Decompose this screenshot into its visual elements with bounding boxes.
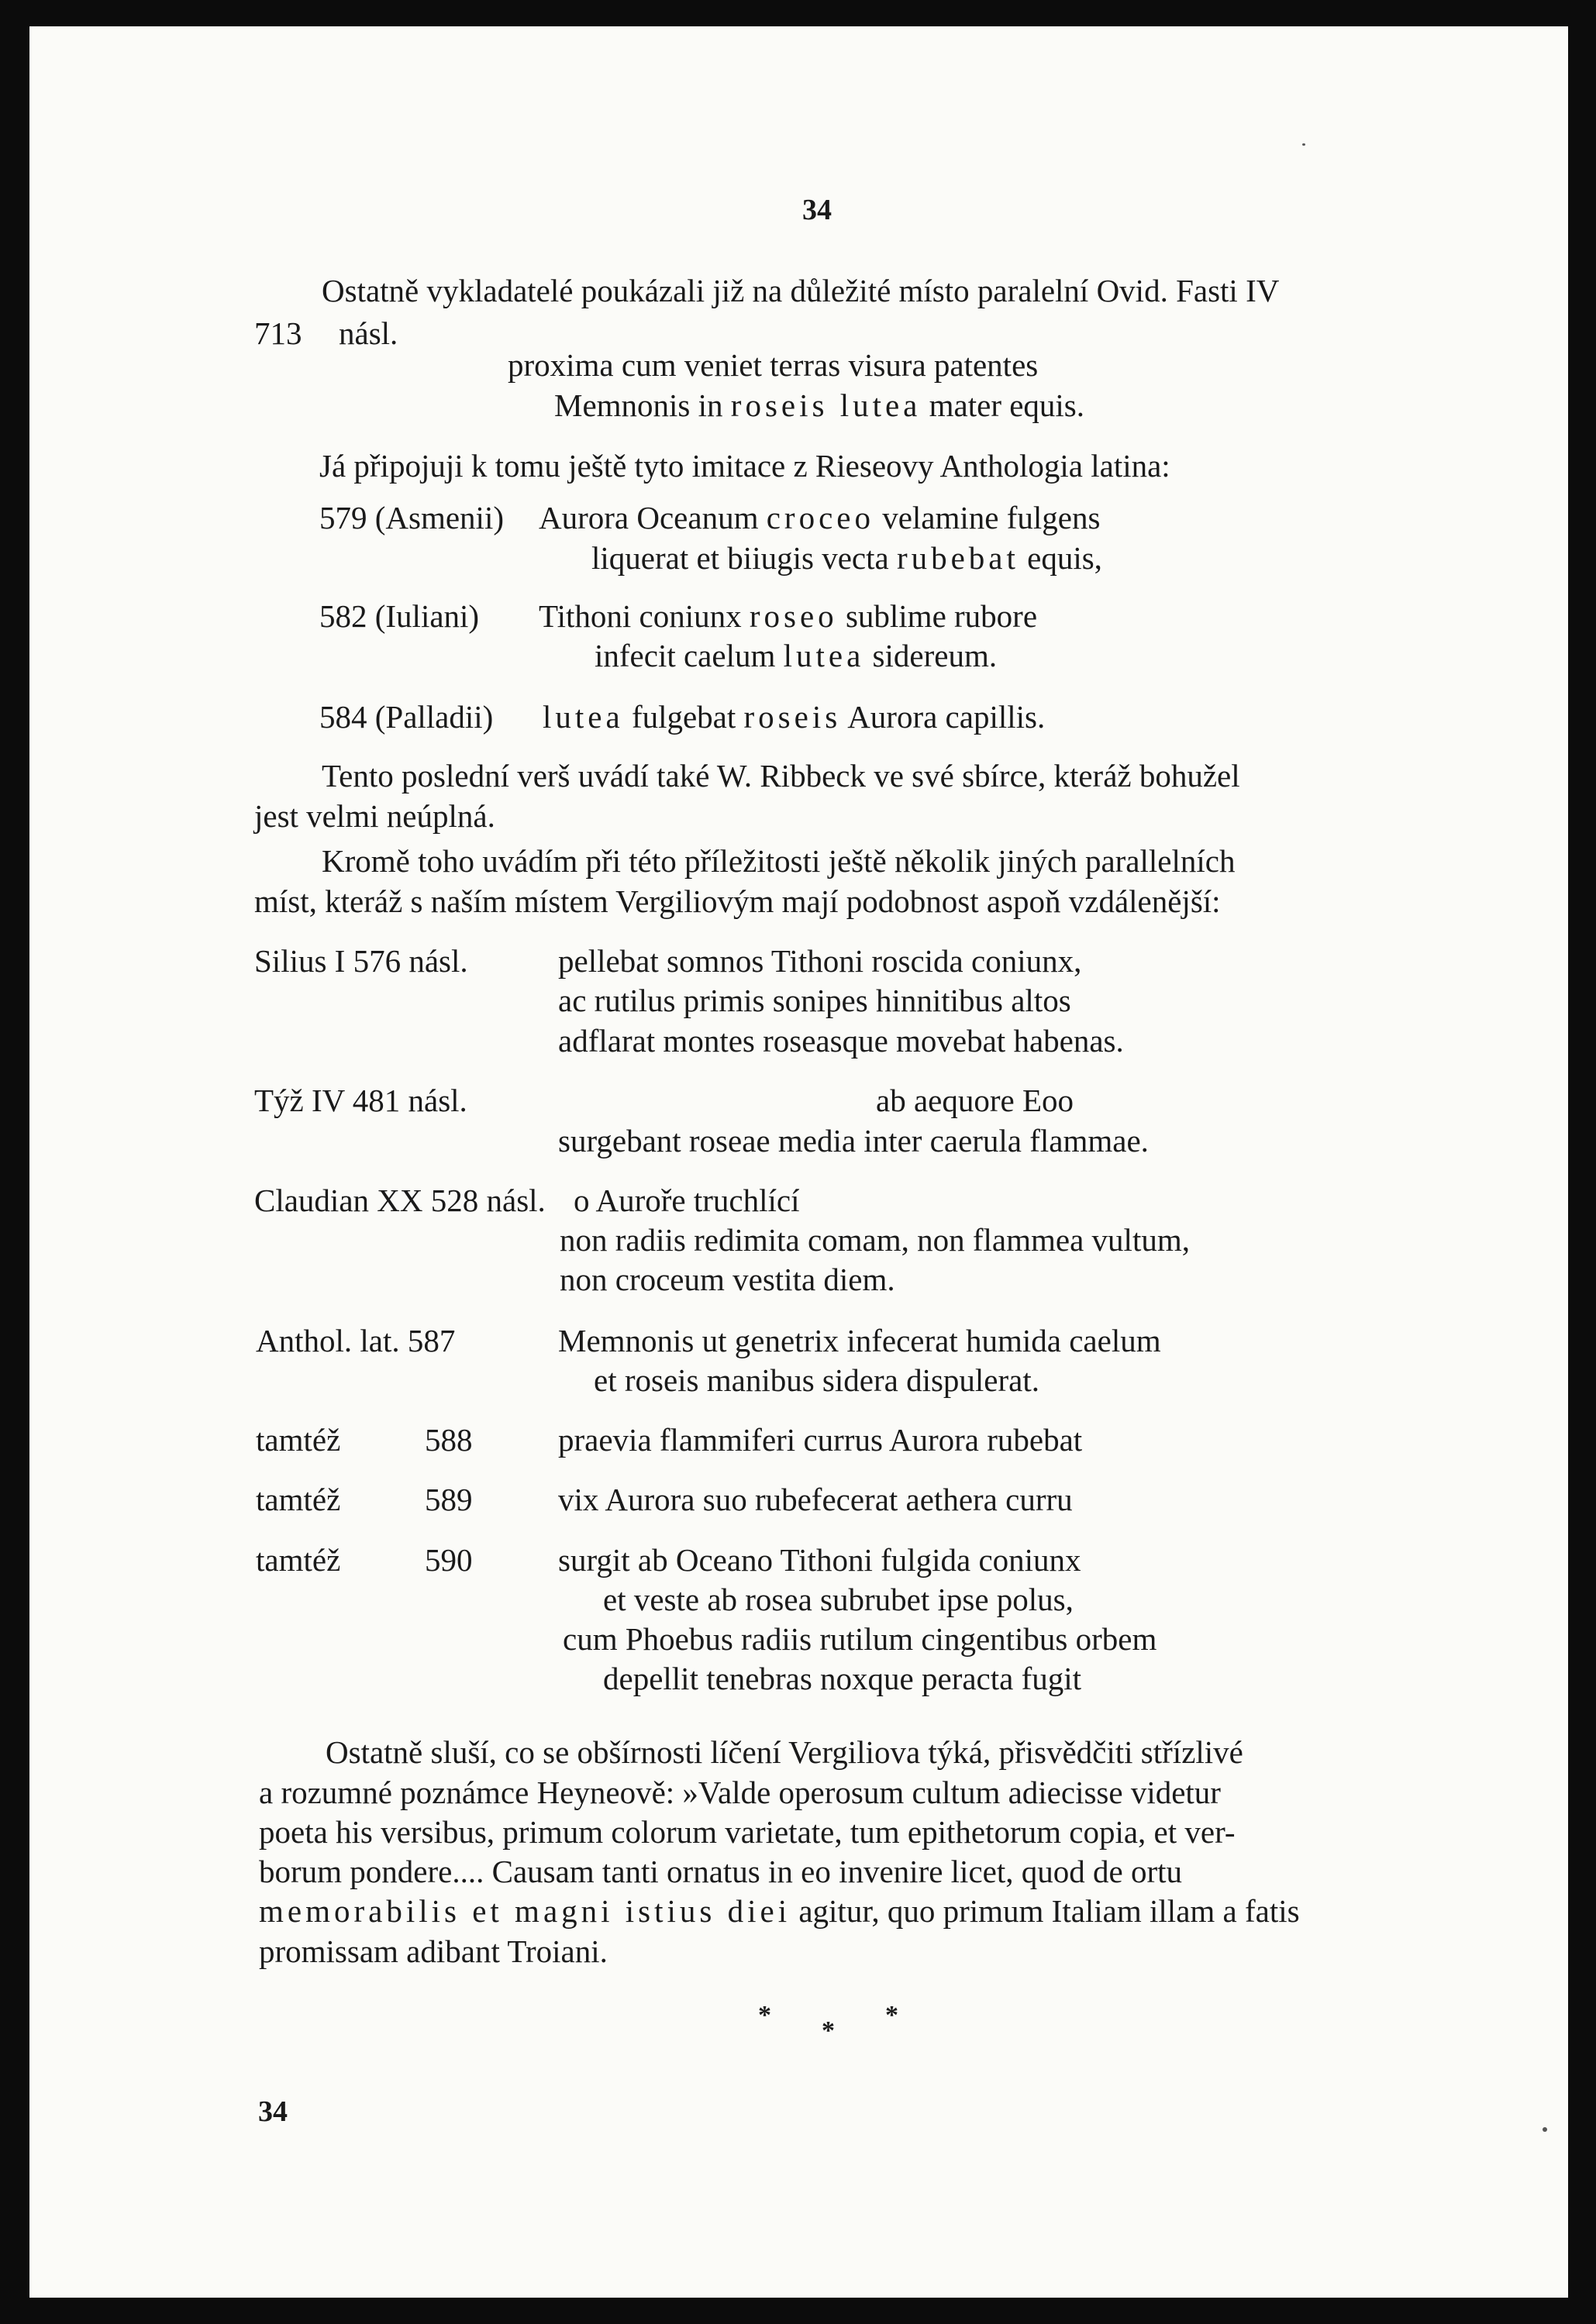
scan-speck: [1543, 2127, 1547, 2132]
t589-ref-label: tamtéž: [256, 1482, 341, 1517]
t589-ref-number: 589: [425, 1482, 473, 1517]
claudian-note: o Auroře truchlící: [574, 1183, 800, 1218]
page-number-top: 34: [802, 194, 832, 226]
t590-line-2: et veste ab rosea subrubet ipse polus,: [603, 1582, 1074, 1617]
conclusion-line-5: memorabilis et magni istius diei agitur, quo primum Italiam illam a fatis: [259, 1893, 1300, 1929]
tyz-line-1: ab aequore Eoo: [876, 1083, 1074, 1118]
claudian-line-1: non radiis redimita comam, non flammea vultum,: [560, 1222, 1190, 1258]
t590-ref-label: tamtéž: [256, 1542, 341, 1578]
t590-line-3: cum Phoebus radiis rutilum cingentibus orbem: [563, 1621, 1157, 1657]
conclusion-line-6: promissam adibant Troiani.: [259, 1933, 608, 1969]
ovid-quote-line-2: Memnonis in roseis lutea mater equis.: [554, 387, 1085, 423]
claudian-line-2: non croceum vestita diem.: [560, 1262, 895, 1297]
scan-speck: [1302, 143, 1305, 146]
anthol-587-line-1: Memnonis ut genetrix infecerat humida caelum: [558, 1323, 1161, 1358]
claudian-ref: Claudian XX 528 násl.: [254, 1183, 546, 1218]
separator-star: *: [758, 2001, 771, 2030]
ribbeck-line-2: jest velmi neúplná.: [254, 798, 495, 834]
silius-line-3: adflarat montes roseasque movebat habenas.: [558, 1023, 1124, 1059]
conclusion-line-3: poeta his versibus, primum colorum varietate, tum epithetorum copia, et ver-: [259, 1814, 1236, 1850]
intro-line-2-text: násl.: [339, 315, 398, 351]
t590-line-1: surgit ab Oceano Tithoni fulgida coniunx: [558, 1542, 1081, 1578]
anth-582-line-1: Tithoni coniunx roseo sublime rubore: [539, 598, 1038, 634]
anth-584-ref: 584 (Palladii): [319, 699, 494, 735]
tyz-line-2: surgebant roseae media inter caerula flammae.: [558, 1123, 1149, 1159]
ribbeck-line-1: Tento poslední verš uvádí také W. Ribbeck ve své sbírce, kteráž bohužel: [322, 758, 1240, 794]
silius-line-2: ac rutilus primis sonipes hinnitibus altos: [558, 983, 1071, 1018]
separator-star: *: [885, 2001, 898, 2030]
anth-584-line-1: lutea fulgebat roseis Aurora capillis.: [543, 699, 1046, 735]
silius-line-1: pellebat somnos Tithoni roscida coniunx,: [558, 943, 1082, 979]
t588-ref-number: 588: [425, 1422, 473, 1458]
intro-line-1: Ostatně vykladatelé poukázali již na důležité místo paralelní Ovid. Fasti IV: [322, 273, 1280, 308]
intro-line-2-number: 713: [254, 315, 302, 351]
t589-line-1: vix Aurora suo rubefecerat aethera curru: [558, 1482, 1073, 1517]
anth-582-ref: 582 (Iuliani): [319, 598, 480, 634]
separator-star: *: [822, 2016, 835, 2045]
anth-582-line-2: infecit caelum lutea sidereum.: [595, 638, 998, 673]
conclusion-line-2: a rozumné poznámce Heyneově: »Valde operosum cultum adiecisse videtur: [259, 1775, 1221, 1810]
ovid-quote-line-1: proxima cum veniet terras visura patentes: [508, 347, 1039, 383]
silius-ref: Silius I 576 násl.: [254, 943, 468, 979]
tyz-ref: Týž IV 481 násl.: [254, 1083, 467, 1118]
conclusion-line-1: Ostatně sluší, co se obšírnosti líčení Vergiliova týká, přisvědčiti střízlivé: [326, 1734, 1243, 1770]
anthol-587-line-2: et roseis manibus sidera dispulerat.: [594, 1362, 1040, 1398]
t588-ref-label: tamtéž: [256, 1422, 341, 1458]
anth-579-line-2: liquerat et biiugis vecta rubebat equis,: [591, 540, 1102, 576]
parallels-intro-line-2: míst, kteráž s naším místem Vergiliovým mají podobnost aspoň vzdálenější:: [254, 883, 1221, 919]
anthol-587-ref: Anthol. lat. 587: [256, 1323, 456, 1358]
parallels-intro-line-1: Kromě toho uvádím při této příležitosti ještě několik jiných parallelních: [322, 843, 1236, 879]
anth-579-line-1: Aurora Oceanum croceo velamine fulgens: [539, 500, 1101, 535]
page-number-bottom: 34: [258, 2095, 288, 2128]
anth-579-ref: 579 (Asmenii): [319, 500, 504, 535]
t590-ref-number: 590: [425, 1542, 473, 1578]
conclusion-line-4: borum pondere.... Causam tanti ornatus in eo invenire licet, quod de ortu: [259, 1854, 1182, 1889]
t590-line-4: depellit tenebras noxque peracta fugit: [603, 1661, 1082, 1696]
t588-line-1: praevia flammiferi currus Aurora rubebat: [558, 1422, 1083, 1458]
anthology-intro: Já připojuji k tomu ještě tyto imitace z Rieseovy Anthologia latina:: [319, 448, 1170, 484]
